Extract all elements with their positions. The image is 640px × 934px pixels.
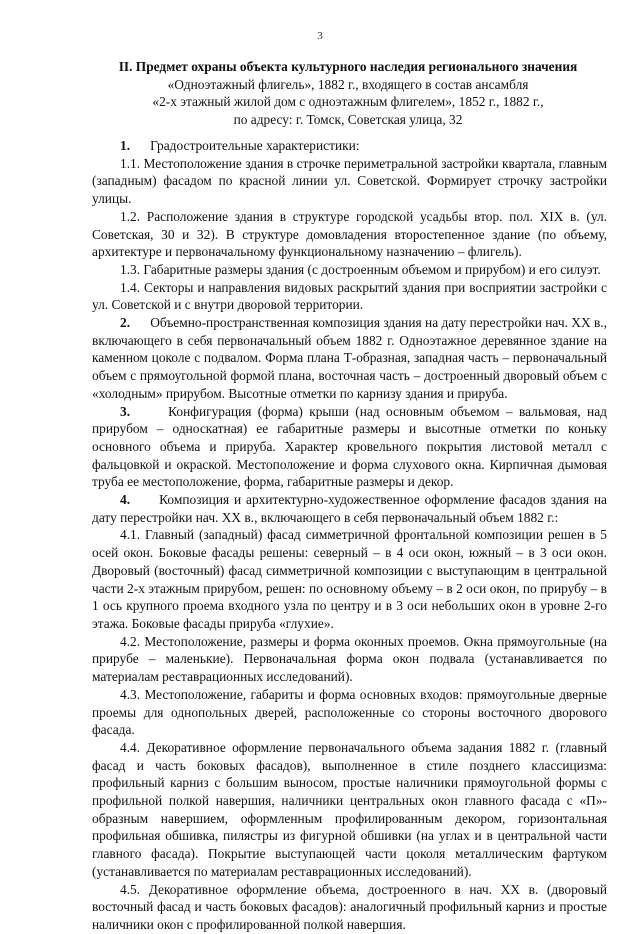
paragraph-text: Композиция и архитектурно-художественное оформление фасадов здания на дату перестройки нач. XX в., включающего в себя первоначальный объем 1882 г.:: [92, 492, 607, 525]
paragraph-text: Конфигурация (форма) крыши (над основным объемом – вальмовая, над прирубом – односкатная) ее габаритные размеры и высотные отметки по коньку основного объема и прируба. Характер кровельного покрытия листовой металл с фальцовкой и окраской. Местоположение и форма слухового окна. Кирпичная дымовая труба ее местоположение, форма, габаритные размеры и декор.: [92, 403, 607, 490]
section-heading: [88, 58, 608, 128]
paragraph-text: 1.2. Расположение здания в структуре городской усадьбы втор. пол. XIX в. (ул. Советская, 30 и 32). В структуре домовладения второстепенное здание (по объему, архитектуре и первоначальному функциональному назначению – флигель).: [92, 208, 607, 260]
paragraph: [92, 137, 607, 155]
paragraph: [92, 279, 607, 314]
paragraph-text: 1.3. Габаритные размеры здания (с достроенным объемом и прирубом) и его силуэт.: [120, 261, 601, 277]
paragraph-number: 1.: [120, 138, 131, 153]
paragraph: [92, 155, 607, 208]
heading-ensemble-name: «2-х этажный жилой дом с одноэтажным флигелем», 1852 г., 1882 г.,: [152, 94, 544, 110]
paragraph-number: 2.: [120, 315, 131, 331]
document-body: [92, 137, 607, 934]
paragraph-number: 4.: [120, 492, 131, 508]
paragraph: [92, 491, 607, 526]
paragraph-text: 4.1. Главный (западный) фасад симметричной фронтальной композиции решен в 5 осей окон. Боковые фасады решены: северный – в 4 оси окон, южный – в 3 оси окон. Дворовый (восточный) фасад симметричной композиции с выступающим в центральной части 2-х этажным прирубом, решен: по основному объему – в 2 оси окон, по прирубу – в 1 ось крупного проема входного узла по центру и в 3 оси небольших окон в уровне 2-го этажа. Боковые фасады прируба «глухие».: [92, 527, 607, 631]
heading-object-name: «Одноэтажный флигель», 1882 г., входящего в состав ансамбля: [167, 76, 529, 92]
paragraph-text: 4.5. Декоративное оформление объема, достроенного в нач. XX в. (дворовый восточный фасад и часть боковых фасадов): аналогичный профильный карниз и простые наличники окон с профилированной полкой навершия.: [92, 881, 607, 932]
paragraph-text: 4.4. Декоративное оформление первоначального объема задания 1882 г. (главный фасад и часть боковых фасадов), выполненное в стиле позднего классицизма: профильный карниз с большим выносом, простые наличники прямоугольной формы с профильной полкой навершия, наличники центральных окон главного фасада с «П»-образным навершием, оформленным профилированным декором, горизонтальная профильная обшивка, пилястры из фигурной обшивки (на углах и в центральной части главного фасада). Покрытие выступающей части цоколя металлическим фартуком (устанавливается по материалам реставрационных исследований).: [92, 739, 607, 879]
paragraph-number: 3.: [120, 403, 131, 419]
page-number: 3: [317, 30, 323, 42]
paragraph-text: Объемно-пространственная композиция здания на дату перестройки нач. XX в., включающего в себя первоначальный объем 1882 г. Одноэтажное деревянное здание на каменном цоколе с подвалом. Форма плана Т-образная, западная часть – первоначальный объем с прямоугольной формой плана, восточная часть – достроенный дворовый объем с «холодным» прирубом. Высотные отметки по карнизу здания и прируба.: [92, 315, 607, 401]
paragraph: [92, 403, 607, 492]
paragraph: [92, 739, 607, 881]
paragraph: [92, 686, 607, 739]
paragraph-text: 1.1. Местоположение здания в строчке периметральной застройки квартала, главным (западным) фасадом по красной линии ул. Советской. Формирует строчку застройки улицы.: [92, 155, 607, 207]
paragraph: [92, 261, 607, 279]
paragraph: [92, 633, 607, 686]
paragraph-text: 4.3. Местоположение, габариты и форма основных входов: прямоугольные дверные проемы для однопольных дверей, расположенные со стороны восточного дворового фасада.: [92, 686, 607, 738]
paragraph-text: 1.4. Секторы и направления видовых раскрытий здания при восприятии застройки с ул. Советской и с внутри дворовой территории.: [92, 279, 607, 313]
paragraph: [92, 314, 607, 403]
paragraph-text: 4.2. Местоположение, размеры и форма оконных проемов. Окна прямоугольные (на прирубе – маленькие). Первоначальная форма окон подвала (устанавливается по материалам реставрационных исследований).: [92, 633, 607, 685]
paragraph: [92, 208, 607, 261]
heading-title: II. Предмет охраны объекта культурного наследия регионального значения: [118, 59, 578, 74]
paragraph: [92, 526, 607, 632]
paragraph: [92, 881, 607, 934]
heading-address: по адресу: г. Томск, Советская улица, 32: [233, 111, 463, 127]
paragraph-text: Градостроительные характеристики:: [150, 138, 360, 153]
